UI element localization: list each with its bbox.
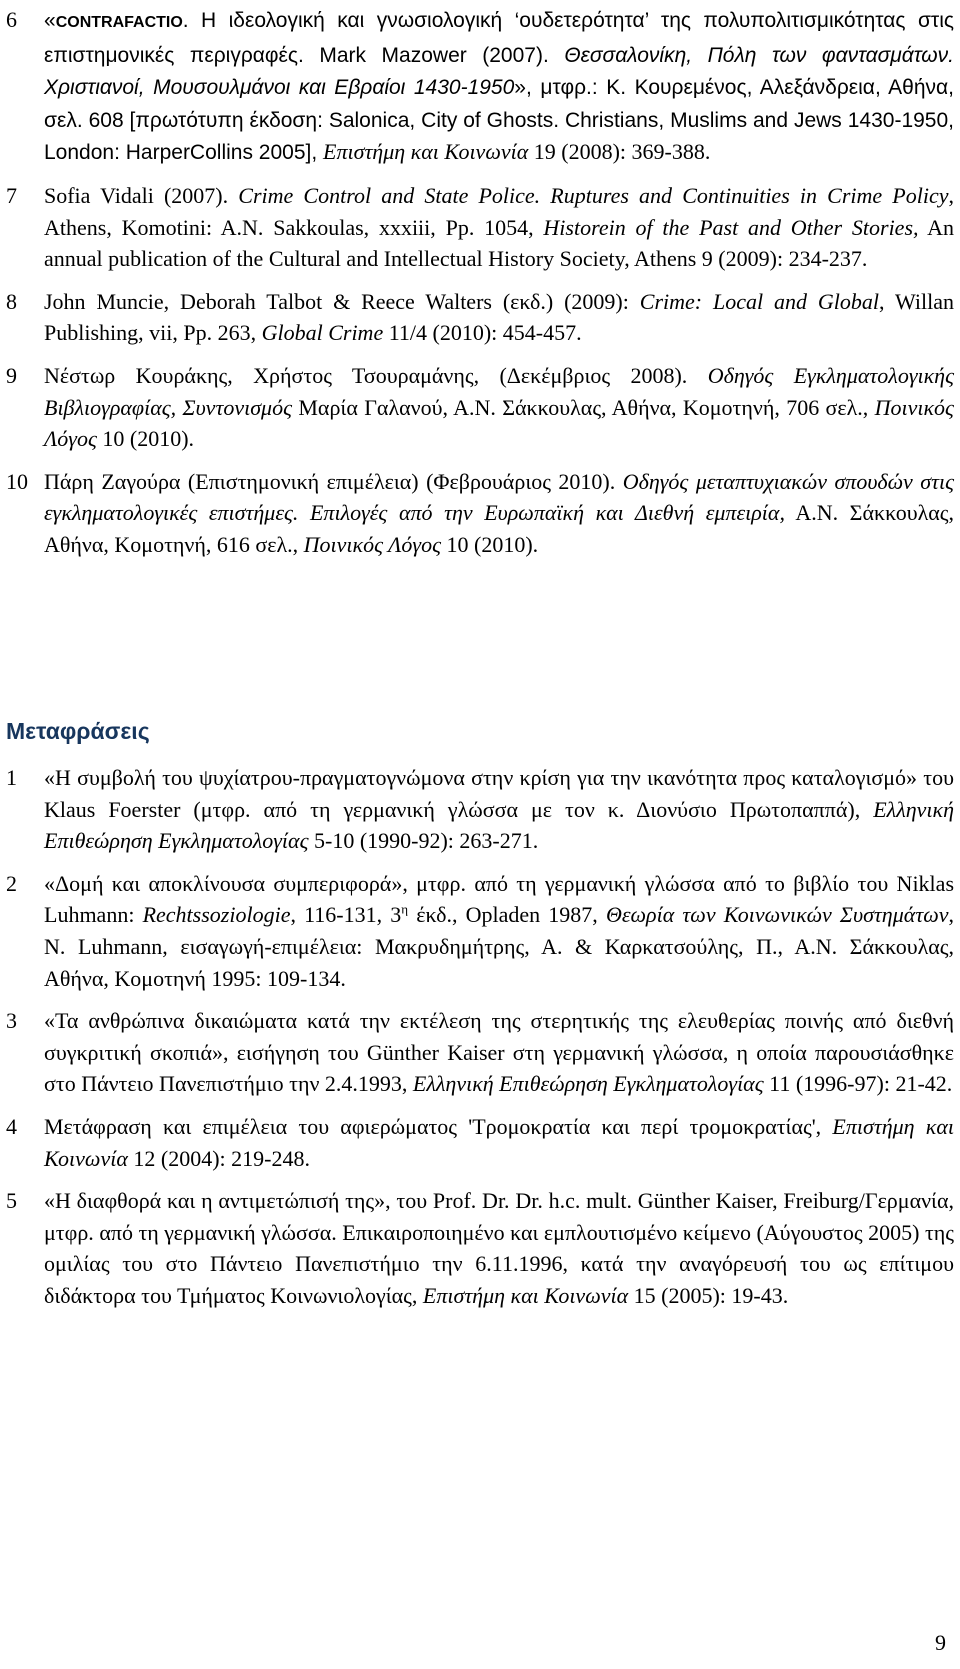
list-item <box>6 1111 954 1174</box>
text-run: Επιστήμη και Κοινωνία <box>323 139 529 165</box>
item-text <box>44 4 954 169</box>
list-item <box>6 868 954 994</box>
item-text <box>44 1005 954 1100</box>
text-run: Επιστήμη και Κοινωνία <box>422 1282 629 1308</box>
translations-list <box>6 762 954 1323</box>
text-run: Θεωρία των Κοινωνικών Συστημάτων <box>605 902 949 928</box>
text-run: Ποινικός Λόγος <box>44 394 954 452</box>
list-item <box>6 466 954 561</box>
text-run: , N. Luhmann, εισαγωγή-επιμέλεια: Μακρυδημήτρης, Α. & Καρκατσούλης, Π., Α.Ν. Σάκκουλας, Αθήνα, Κομοτηνή 1995: 109-134. <box>44 902 954 991</box>
text-run: Οδηγός μεταπτυχιακών σπουδών στις εγκληματολογικές επιστήμες. Επιλογές από την Ευρωπαϊκή και Διεθνή εμπειρία, <box>44 468 954 526</box>
text-run: 15 (2005): 19-43. <box>628 1282 789 1308</box>
item-number: 8 <box>6 288 17 314</box>
text-run: Οδηγός Εγκληματολογικής Βιβλιογραφίας, Συντονισμός <box>44 362 954 420</box>
item-number: 3 <box>6 1008 17 1034</box>
text-run: Α.Ν. Σάκκουλας, Αθήνα, Κομοτηνή, 616 σελ., <box>44 500 954 557</box>
list-item <box>6 286 954 349</box>
list-item <box>6 1005 954 1100</box>
item-text <box>44 762 954 857</box>
text-run: «Τα ανθρώπινα δικαιώματα κατά την εκτέλεση της στερητικής της ελευθερίας ποινής από διεθνή συγκριτική σκοπιά», εισήγηση του Günther Kaiser στη γερμανική γλώσσα, η οποία παρουσιάσθηκε στο Πάντειο Πανεπιστήμιο την 2.4.1993, <box>44 1008 954 1097</box>
text-run: έκδ., Opladen 1987, <box>408 902 606 928</box>
item-text <box>44 1111 954 1174</box>
list-item <box>6 360 954 455</box>
text-run: , 116-131, 3 <box>290 902 402 928</box>
text-run: An annual publication of the Cultural and Intellectual History Society, Athens 9 (2009): 234-237. <box>44 214 954 272</box>
item-number: 2 <box>6 870 17 896</box>
text-run: Μετάφραση και επιμέλεια του αφιερώματος 'Τρομοκρατία και περί τρομοκρατίας', <box>44 1113 833 1139</box>
item-number: 9 <box>6 362 17 388</box>
list-item <box>6 4 954 169</box>
text-run: 5-10 (1990-92): 263-271. <box>308 828 539 854</box>
list-item <box>6 180 954 275</box>
item-text <box>44 1185 954 1311</box>
text-run: «Η συμβολή του ψυχίατρου-πραγματογνώμονα στην κρίση για την ικανότητα προς καταλογισμό» του Klaus Foerster (μτφρ. από τη γερμανική γλώσσα με τον κ. Διονύσιο Πρωτοπαππά), <box>44 765 954 822</box>
text-run: Historein of the Past and Other Stories, <box>543 214 919 240</box>
text-run: Global Crime <box>261 320 384 346</box>
item-number: 5 <box>6 1188 17 1214</box>
text-run: Ποινικός Λόγος <box>303 531 442 557</box>
text-run: «Δομή και αποκλίνουσα συμπεριφορά», μτφρ. από τη γερμανική γλώσσα από το βιβλίο του Niklas Luhmann: <box>44 870 954 928</box>
text-run: John Muncie, Deborah Talbot & Reece Walters (εκδ.) (2009): <box>44 288 640 314</box>
text-run: Sofia Vidali (2007). <box>44 182 239 208</box>
text-run: CONTRAFACTIO <box>55 14 183 31</box>
text-run: Θεσσαλονίκη, Πόλη των φαντασμάτων. Χριστιανοί, Μουσουλμάνοι και Εβραίοι 1430-1950 <box>44 43 954 100</box>
text-run: Ελληνική Επιθεώρηση Εγκληματολογίας <box>412 1071 764 1097</box>
text-run: », μτφρ.: Κ. Κουρεμένος, Αλεξάνδρεια, Αθήνα, σελ. 608 [πρωτότυπη έκδοση: Salonica, City of Ghosts. Christians, Muslims and Jews 1430-1950, London: HarperCollins 2005], <box>44 76 954 165</box>
item-text <box>44 360 954 455</box>
item-number: 7 <box>6 182 17 208</box>
section-heading-translations: Μεταφράσεις <box>6 718 150 744</box>
page-number: 9 <box>935 1630 946 1655</box>
text-run: Νέστωρ Κουράκης, Χρήστος Τσουραμάνης, (Δεκέμβριος 2008). <box>44 362 708 388</box>
text-run: 10 (2010). <box>96 426 195 452</box>
text-run: « <box>44 9 56 32</box>
text-run: 10 (2010). <box>441 531 539 557</box>
item-number: 10 <box>6 468 28 494</box>
item-number: 1 <box>6 765 17 790</box>
text-run: Μαρία Γαλανού, Α.Ν. Σάκκουλας, Αθήνα, Κομοτηνή, 706 σελ., <box>292 394 875 420</box>
references-list <box>6 4 954 572</box>
text-run: Επιστήμη και Κοινωνία <box>44 1113 955 1171</box>
text-run: Ελληνική Επιθεώρηση Εγκληματολογίας <box>44 796 954 854</box>
text-run: , Athens, Komotini: A.N. Sakkoulas, xxxiii, Pp. 1054, <box>44 182 954 240</box>
text-run: , Willan Publishing, vii, Pp. 263, <box>44 288 954 346</box>
text-run: 12 (2004): 219-248. <box>127 1145 310 1171</box>
item-text <box>44 286 954 349</box>
text-run: Crime Control and State Police. Ruptures and Continuities in Crime Policy <box>238 182 949 208</box>
text-run: 19 (2008): 369-388. <box>528 139 711 165</box>
text-run: . Η ιδεολογική και γνωσιολογική ‘ουδετερότητα’ της πολυπολιτισμικότητας στις επιστημονικές περιγραφές. Mark Mazower (2007). <box>44 9 954 67</box>
text-run: Crime: Local and Global <box>639 288 880 314</box>
text-run: 11/4 (2010): 454-457. <box>383 320 582 346</box>
text-run: η <box>401 902 409 918</box>
item-text <box>44 466 954 561</box>
item-text <box>44 868 954 994</box>
item-text <box>44 180 954 275</box>
text-run: 11 (1996-97): 21-42. <box>763 1071 953 1097</box>
list-item <box>6 1185 954 1311</box>
text-run: «Η διαφθορά και η αντιμετώπισή της», του Prof. Dr. Dr. h.c. mult. Günther Kaiser, Freiburg/Γερμανία, μτφρ. από τη γερμανική γλώσσα. Επικαιροποιημένο και εμπλουτισμένο κείμενο (Αύγουστος 2005) της ομιλίας του στο Πάντειο Πανεπιστήμιο την 6.11.1996, κατά την αναγόρευσή του ως επίτιμου διδάκτορα του Τμήματος Κοινωνιολογίας, <box>44 1188 954 1308</box>
list-item <box>6 762 954 857</box>
text-run: Rechtssoziologie <box>142 902 291 928</box>
item-number: 4 <box>6 1113 17 1139</box>
item-number: 6 <box>6 7 17 32</box>
text-run: Πάρη Ζαγούρα (Επιστημονική επιμέλεια) (Φεβρουάριος 2010). <box>44 468 623 494</box>
